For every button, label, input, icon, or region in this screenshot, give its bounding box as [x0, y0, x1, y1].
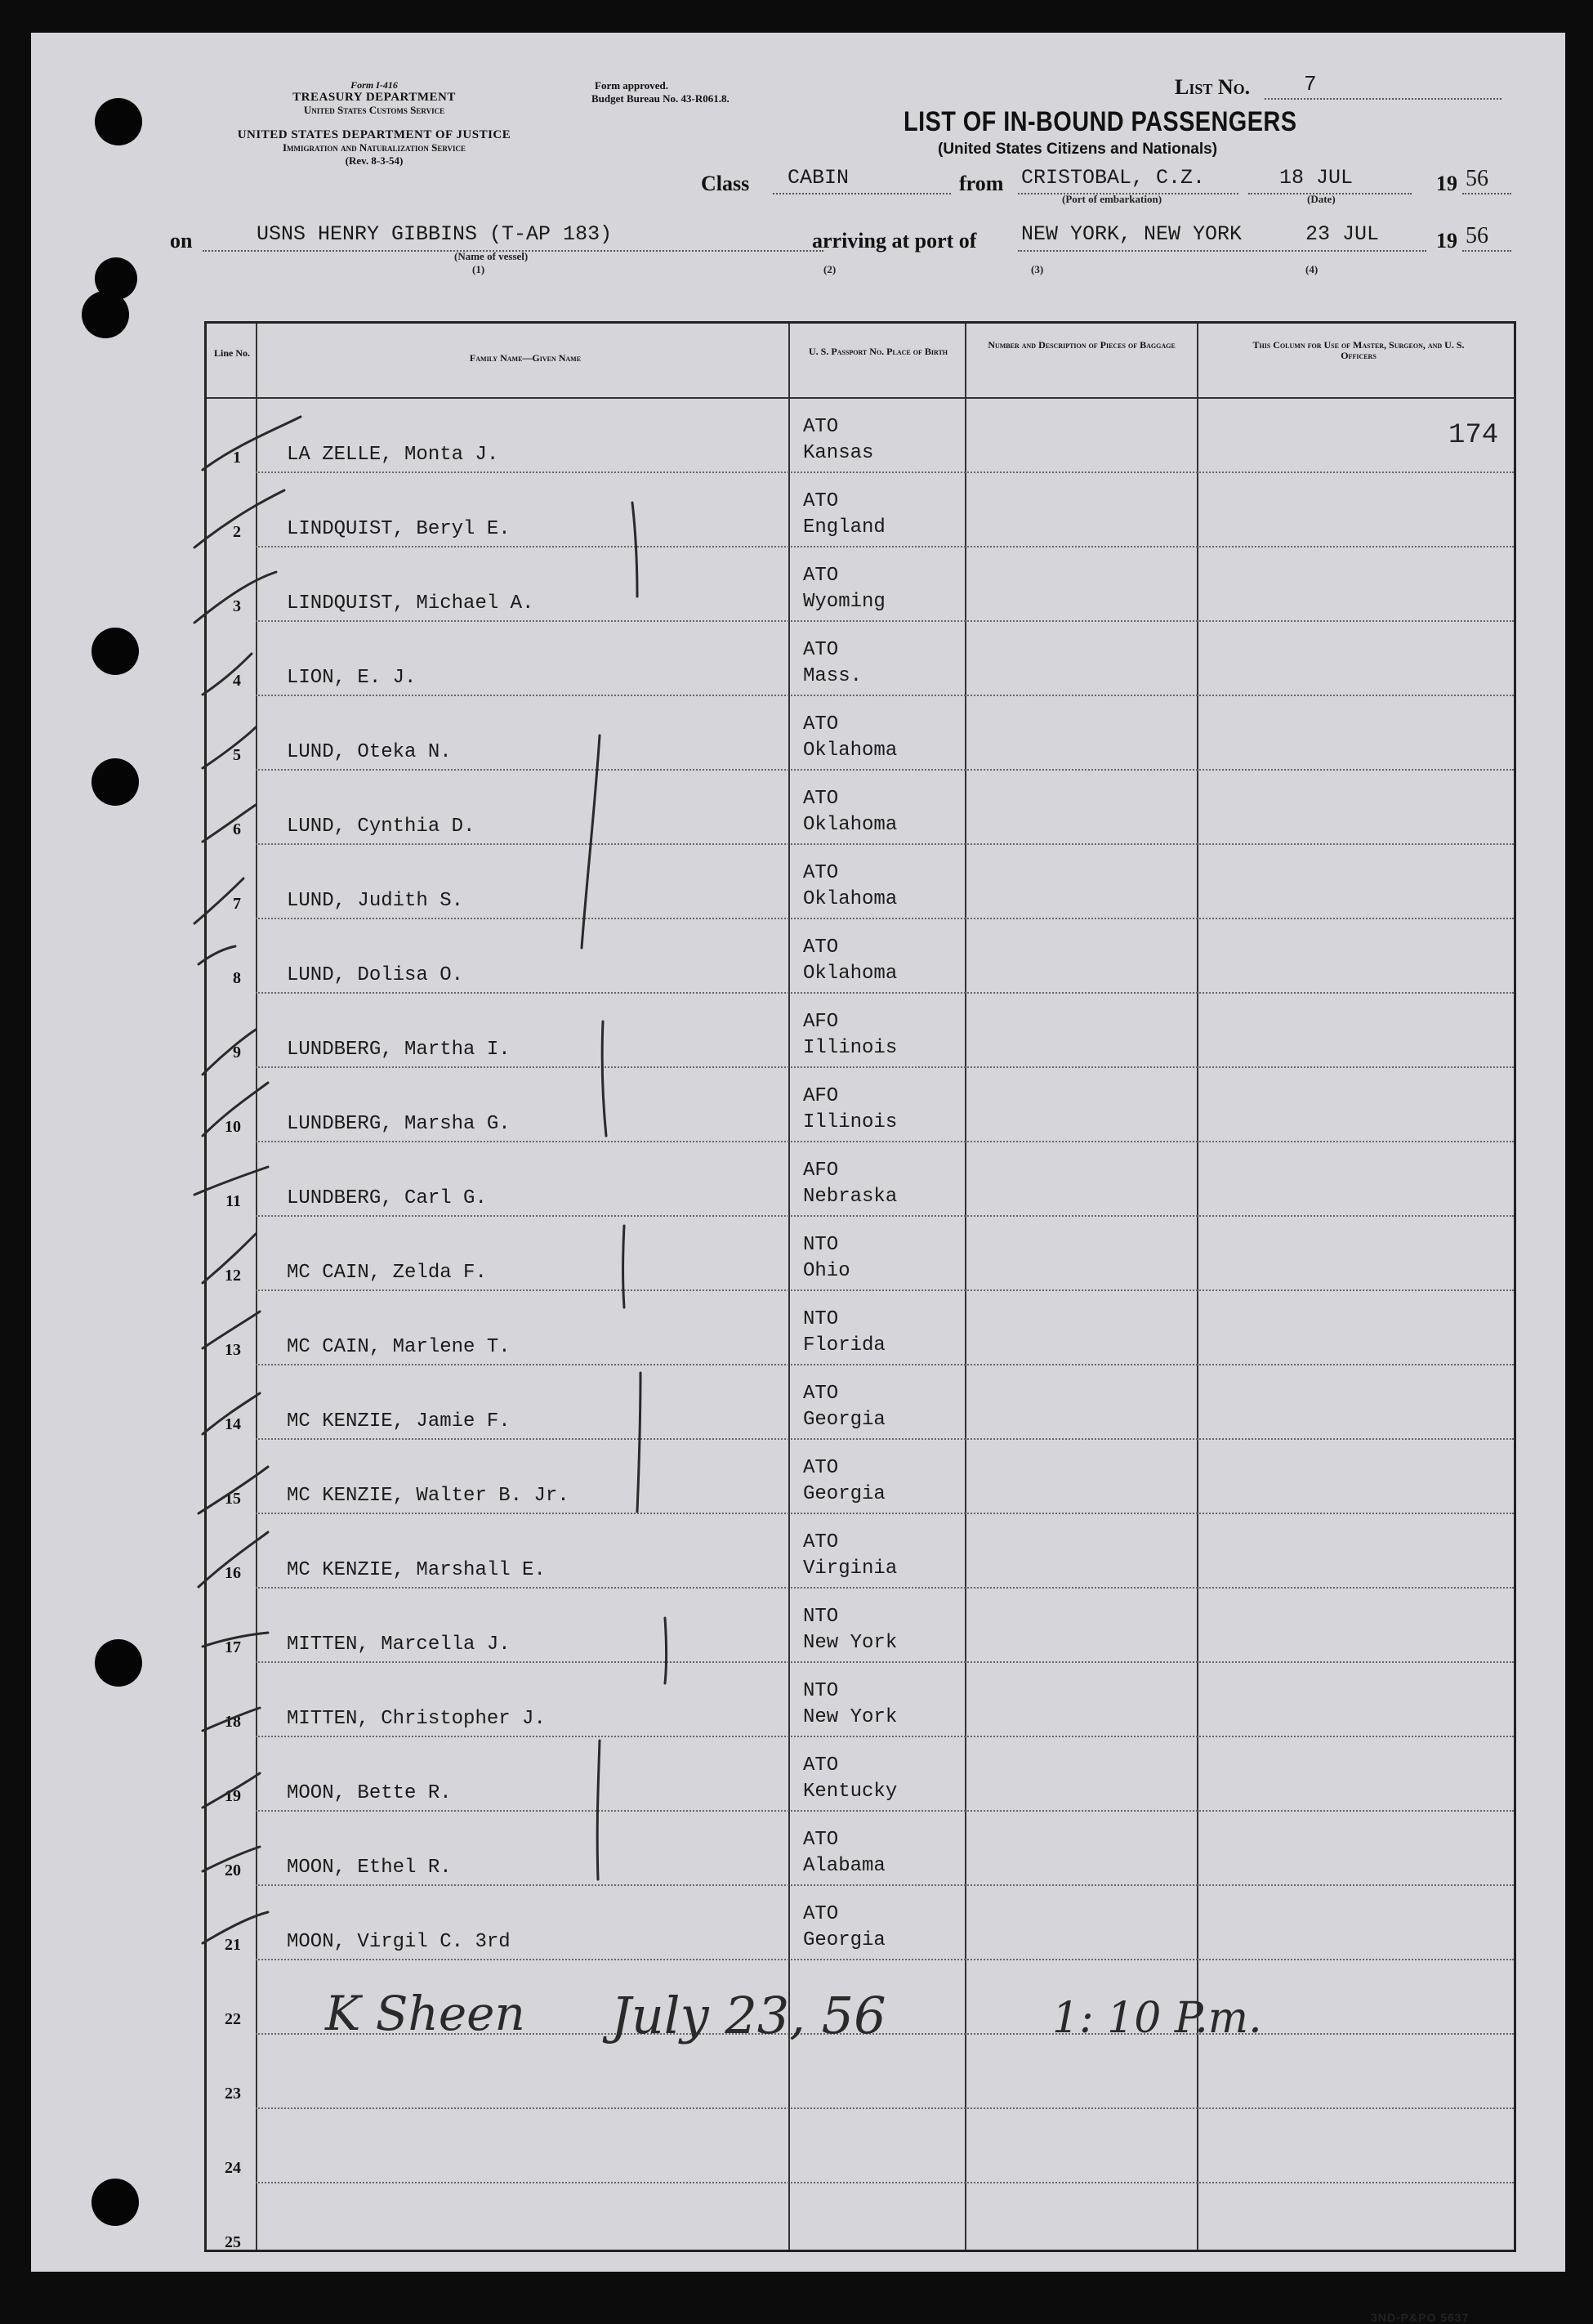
passenger-name: LUNDBERG, Martha I. — [287, 1039, 511, 1061]
place-of-birth: Georgia — [803, 1483, 886, 1505]
line-number: 16 — [225, 1564, 241, 1582]
place-of-birth: Wyoming — [803, 591, 886, 613]
passenger-name: LUNDBERG, Carl G. — [287, 1187, 487, 1209]
place-of-birth: Illinois — [803, 1037, 898, 1059]
line-number: 24 — [225, 2159, 241, 2177]
passport-number: AFO — [803, 1085, 839, 1107]
line-number: 12 — [225, 1267, 241, 1285]
place-of-birth: Florida — [803, 1334, 886, 1356]
col-4-label: (4) — [1305, 263, 1319, 275]
page-subtitle: (United States Citizens and Nationals) — [938, 141, 1218, 158]
arrival-date: 23 JUL — [1305, 222, 1380, 246]
year-prefix: 19 — [1436, 172, 1457, 195]
list-no-label: List No. — [1175, 75, 1251, 99]
customs-service: United States Customs Service — [303, 104, 445, 116]
place-of-birth: Georgia — [803, 1929, 886, 1951]
form-revision: (Rev. 8-3-54) — [345, 154, 404, 167]
passenger-name: MITTEN, Christopher J. — [287, 1708, 546, 1730]
header-baggage: Number and Description of Pieces of Baggage — [988, 339, 1176, 351]
passenger-name: LUND, Oteka N. — [287, 741, 452, 763]
passenger-name: LUND, Cynthia D. — [287, 816, 475, 838]
passenger-name: LINDQUIST, Michael A. — [287, 592, 534, 615]
passenger-name: MC CAIN, Marlene T. — [287, 1336, 511, 1358]
check-marks — [31, 33, 1565, 2272]
header-family-name: Family Name—Given Name — [469, 352, 582, 364]
passport-number: ATO — [803, 862, 839, 884]
col-1-label: (1) — [472, 263, 485, 275]
line-number: 4 — [233, 672, 241, 690]
line-number: 23 — [225, 2085, 241, 2103]
line-number: 15 — [225, 1490, 241, 1508]
col-3-label: (3) — [1031, 263, 1044, 275]
arrival-year: 56 — [1466, 223, 1488, 248]
header-officers: This Column for Use of Master, Surgeon, and U. S. Officers — [1252, 339, 1465, 362]
year-prefix: 19 — [1436, 229, 1457, 253]
passport-number: NTO — [803, 1606, 839, 1628]
header-passport: U. S. Passport No. Place of Birth — [808, 346, 948, 357]
departure-date: 18 JUL — [1279, 166, 1354, 190]
date-caption: (Date) — [1307, 193, 1336, 205]
line-number: 5 — [233, 746, 241, 764]
place-of-birth: Kentucky — [803, 1781, 898, 1803]
embarkation-port: CRISTOBAL, C.Z. — [1021, 166, 1206, 190]
passport-number: ATO — [803, 639, 839, 661]
passport-number: AFO — [803, 1160, 839, 1182]
line-number: 14 — [225, 1415, 241, 1433]
vessel-caption: (Name of vessel) — [454, 250, 529, 262]
passenger-name: LUND, Judith S. — [287, 890, 464, 912]
passport-number: ATO — [803, 1829, 839, 1851]
place-of-birth: New York — [803, 1706, 898, 1728]
line-number: 17 — [225, 1638, 241, 1656]
line-number: 10 — [225, 1118, 241, 1136]
passenger-name: LA ZELLE, Monta J. — [287, 444, 499, 466]
arrival-port: NEW YORK, NEW YORK — [1021, 222, 1243, 246]
handwritten-date: July 23, 56 — [611, 1986, 886, 2045]
passport-number: ATO — [803, 565, 839, 587]
passport-number: ATO — [803, 1531, 839, 1553]
passport-number: ATO — [803, 936, 839, 959]
passenger-name: LINDQUIST, Beryl E. — [287, 518, 511, 540]
arriving-label: arriving at port of — [812, 229, 977, 253]
list-number: 7 — [1304, 72, 1317, 96]
passport-number: ATO — [803, 1383, 839, 1405]
page-title: LIST OF IN-BOUND PASSENGERS — [904, 106, 1297, 137]
passport-number: ATO — [803, 788, 839, 810]
line-number: 13 — [225, 1341, 241, 1359]
port-embarkation-caption: (Port of embarkation) — [1062, 193, 1162, 205]
passenger-name: MC KENZIE, Marshall E. — [287, 1559, 546, 1581]
line-number: 9 — [233, 1044, 241, 1061]
place-of-birth: Illinois — [803, 1111, 898, 1133]
officer-note: 174 — [1448, 420, 1499, 451]
line-number: 2 — [233, 523, 241, 541]
place-of-birth: Virginia — [803, 1558, 898, 1580]
vessel-name: USNS HENRY GIBBINS (T-AP 183) — [257, 222, 613, 246]
departure-year: 56 — [1466, 166, 1488, 191]
passenger-name: MOON, Ethel R. — [287, 1857, 452, 1879]
handwritten-time: 1: 10 P.m. — [1052, 1994, 1262, 2043]
passenger-name: LION, E. J. — [287, 667, 417, 689]
line-number: 7 — [233, 895, 241, 913]
passport-number: ATO — [803, 490, 839, 512]
passenger-name: MC KENZIE, Walter B. Jr. — [287, 1485, 569, 1507]
treasury-department: TREASURY DEPARTMENT — [292, 91, 456, 104]
passport-number: AFO — [803, 1011, 839, 1033]
passenger-name: MITTEN, Marcella J. — [287, 1634, 511, 1656]
passport-number: NTO — [803, 1234, 839, 1256]
passport-number: ATO — [803, 1754, 839, 1777]
line-number: 8 — [233, 969, 241, 987]
place-of-birth: Mass. — [803, 665, 863, 687]
place-of-birth: Oklahoma — [803, 740, 898, 762]
passenger-name: MC KENZIE, Jamie F. — [287, 1410, 511, 1432]
line-number: 1 — [233, 449, 241, 467]
print-code: 3ND-P&PO 5637 — [1371, 2311, 1470, 2324]
place-of-birth: England — [803, 516, 886, 539]
handwritten-signature: K Sheen — [325, 1986, 525, 2041]
line-number: 18 — [225, 1713, 241, 1731]
line-number: 19 — [225, 1787, 241, 1805]
class-value: CABIN — [788, 166, 850, 190]
on-label: on — [170, 229, 193, 253]
place-of-birth: Kansas — [803, 442, 874, 464]
class-label: Class — [701, 172, 750, 195]
passenger-name: LUND, Dolisa O. — [287, 964, 464, 986]
place-of-birth: New York — [803, 1632, 898, 1654]
line-number: 25 — [225, 2233, 241, 2251]
place-of-birth: Georgia — [803, 1409, 886, 1431]
place-of-birth: Oklahoma — [803, 963, 898, 985]
immigration-service: Immigration and Naturalization Service — [282, 141, 466, 154]
passport-number: ATO — [803, 1903, 839, 1925]
place-of-birth: Alabama — [803, 1855, 886, 1877]
line-number: 22 — [225, 2010, 241, 2028]
passenger-name: LUNDBERG, Marsha G. — [287, 1113, 511, 1135]
passport-number: ATO — [803, 1457, 839, 1479]
place-of-birth: Ohio — [803, 1260, 850, 1282]
justice-department: UNITED STATES DEPARTMENT OF JUSTICE — [237, 128, 511, 141]
line-number: 20 — [225, 1861, 241, 1879]
form-number: Form I-416 — [350, 79, 398, 91]
document-page — [31, 33, 1565, 2324]
header-line-no: Line No. — [213, 347, 250, 359]
line-number: 21 — [225, 1936, 241, 1954]
passenger-name: MC CAIN, Zelda F. — [287, 1262, 487, 1284]
line-number: 6 — [233, 820, 241, 838]
from-label: from — [959, 172, 1004, 195]
form-approved: Form approved. — [595, 79, 669, 92]
passport-number: ATO — [803, 416, 839, 438]
place-of-birth: Nebraska — [803, 1186, 898, 1208]
line-number: 11 — [225, 1192, 241, 1210]
budget-bureau: Budget Bureau No. 43-R061.8. — [591, 92, 730, 105]
passenger-name: MOON, Bette R. — [287, 1782, 452, 1804]
col-2-label: (2) — [823, 263, 837, 275]
line-number: 3 — [233, 597, 241, 615]
place-of-birth: Oklahoma — [803, 814, 898, 836]
passport-number: NTO — [803, 1308, 839, 1330]
place-of-birth: Oklahoma — [803, 888, 898, 910]
passenger-name: MOON, Virgil C. 3rd — [287, 1931, 511, 1953]
passport-number: NTO — [803, 1680, 839, 1702]
passport-number: ATO — [803, 713, 839, 735]
